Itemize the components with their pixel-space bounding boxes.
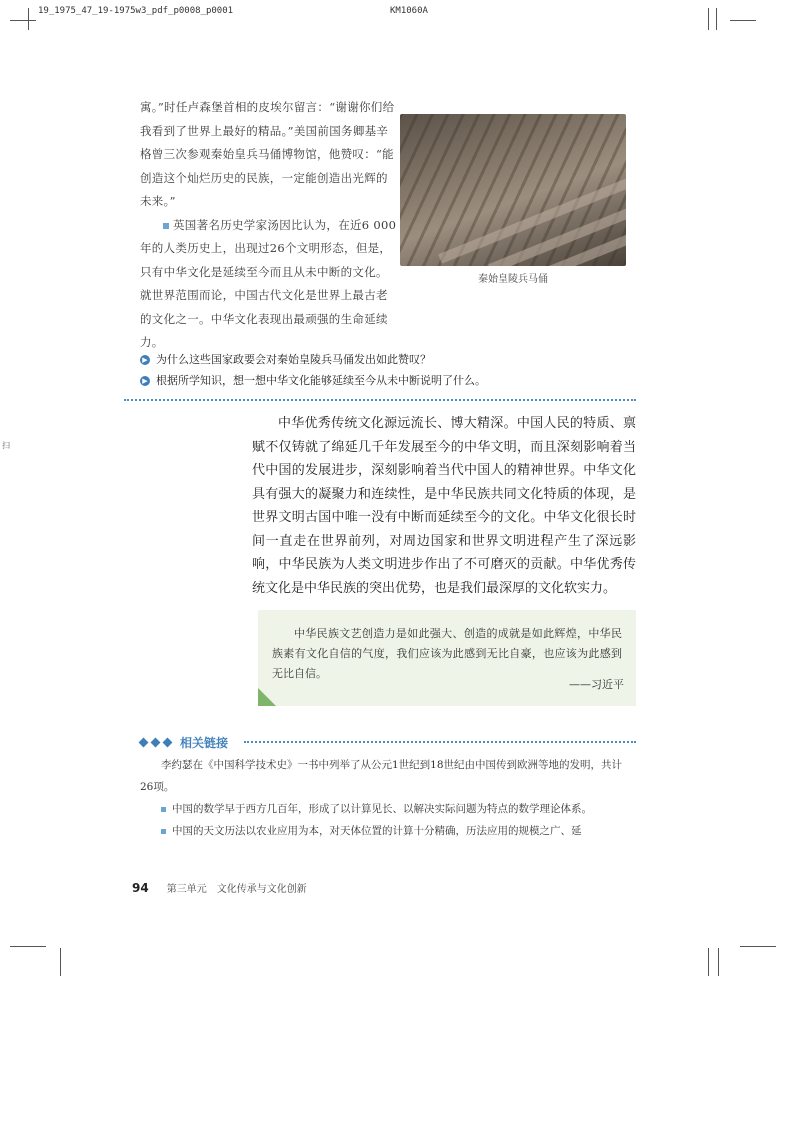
page-footer [132,880,307,895]
intro-text [140,96,398,355]
quote-author: ——习近平 [569,678,624,691]
square-bullet-icon [161,807,166,812]
crop-mark [740,946,776,947]
square-bullet-icon [161,829,166,834]
diamond-icon [151,738,161,748]
section-divider [124,399,636,401]
intro-paragraph-2 [140,214,398,355]
question-text: 根据所学知识，想一想中华文化能够延续至今从未中断说明了什么。 [156,374,486,387]
crop-mark [730,20,756,21]
related-links-header [140,734,228,751]
diamond-icon [163,738,173,748]
quote-corner-triangle [258,688,276,706]
square-bullet-icon [163,223,169,229]
question-item [140,349,486,370]
intro-paragraph-1: 寓。”时任卢森堡首相的皮埃尔留言：“谢谢你们给我看到了世界上最好的精品。”美国前国务卿基辛格曾三次参观秦始皇兵马俑博物馆，他赞叹：“能创造这个灿烂历史的民族，一定能创造出光辉的未来。” [140,100,395,208]
related-item [140,798,634,820]
crop-mark [708,948,709,976]
crop-mark [60,948,61,976]
crop-mark [10,20,36,21]
main-paragraph: 中华优秀传统文化源远流长、博大精深。中国人民的特质、禀赋不仅铸就了绵延几千年发展至今的中华文明，而且深刻影响着当代中国的发展进步，深刻影响着当代中国人的精神世界。中华文化具有强大的凝聚力和连续性，是中华民族共同文化特质的体现，是世界文明古国中唯一没有中断而延续至今的文化。中华文化很长时间一直走在世界前列，对周边国家和世界文明进程产生了深远影响，中华民族为人类文明进步作出了不可磨灭的贡献。中华优秀传统文化是中华民族的突出优势，也是我们最深厚的文化软实力。 [252,416,636,596]
related-links-body [140,754,634,842]
related-links-title: 相关链接 [180,736,229,750]
question-text: 为什么这些国家政要会对秦始皇陵兵马俑发出如此赞叹？ [156,353,431,366]
crop-mark [28,8,29,30]
terracotta-army-photo [400,114,626,266]
discussion-questions [140,349,486,391]
photo-caption: 秦始皇陵兵马俑 [478,274,548,285]
main-text [252,412,636,600]
diamond-icon [139,738,149,748]
page-number: 94 [132,881,149,895]
related-links-divider [244,741,636,743]
crop-mark [708,8,709,30]
related-item-text: 中国的数学早于西方几百年，形成了以计算见长、以解决实际问题为特点的数学理论体系。 [172,803,592,815]
scan-code: KM1060A [390,6,428,16]
unit-title: 第三单元 文化传承与文化创新 [166,884,307,895]
crop-mark [716,8,717,30]
quote-text: 中华民族文艺创造力是如此强大、创造的成就是如此辉煌，中华民族素有文化自信的气度，我们应该为此感到无比自豪，也应该为此感到无比自信。 [272,627,622,680]
related-item [140,820,634,842]
question-item [140,370,486,391]
crop-mark [718,948,719,976]
related-intro: 李约瑟在《中国科学技术史》一书中列举了从公元1世纪到18世纪由中国传到欧洲等地的发明，共计26项。 [140,759,623,793]
crop-mark [10,946,46,947]
intro-paragraph-2-text: 英国著名历史学家汤因比认为，在近6 000年的人类历史上，出现过26个文明形态，但是，只有中华文化是延续至今而且从未中断的文化。就世界范围而论，中国古代文化是世界上最古老的文化之一。中华文化表现出最顽强的生命延续力。 [140,217,397,349]
question-arrow-icon: ▶ [140,376,150,386]
question-arrow-icon: ▶ [140,355,150,365]
scan-file-label: 19_1975_47_19-1975w3_pdf_p0008_p0001 [38,6,234,16]
margin-mark: 扫 [2,441,10,450]
related-item-text: 中国的天文历法以农业应用为本，对天体位置的计算十分精确，历法应用的规模之广、延 [172,825,582,837]
